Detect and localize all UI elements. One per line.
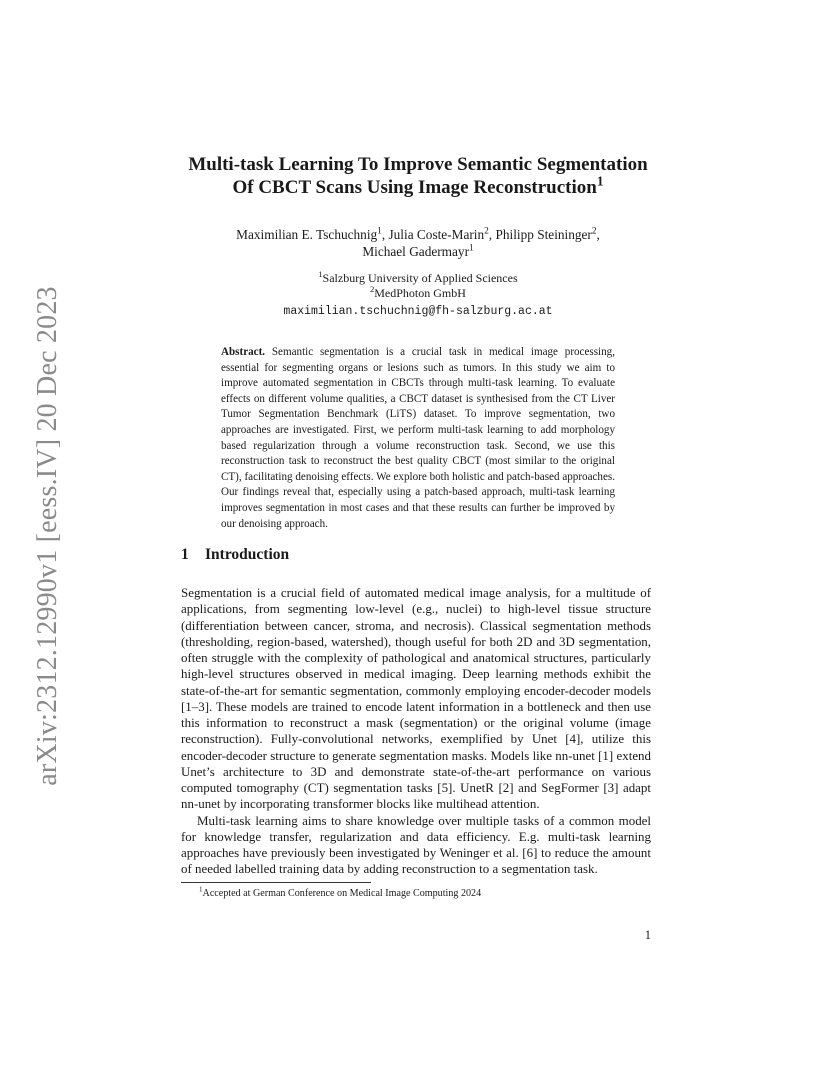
author-name: Philipp Steininger: [495, 227, 592, 242]
affiliations: [120, 271, 716, 319]
footnote: [199, 885, 482, 899]
abstract-label: Abstract.: [221, 346, 266, 358]
paragraph-2: Multi-task learning aims to share knowledge over multiple tasks of a common model for knowledge transfer, regularization and data efficiency. E.g. multi-task learning approaches have previously been investigated by Weninger et al. [6] to reduce the amount of needed labelled training data by adding reconstruction to a segmentation task.: [181, 812, 651, 877]
author-email: maximilian.tschuchnig@fh-salzburg.ac.at: [283, 305, 553, 318]
author-line-2: Michael Gadermayr$^1$: [362, 243, 474, 259]
author-list: [120, 226, 716, 260]
footnote-text: Accepted at German Conference on Medical Image Computing 2024: [202, 888, 482, 899]
page-number: 1: [644, 928, 651, 942]
footnote-mark: 1: [199, 885, 203, 894]
arxiv-identifier: arXiv:2312.12990v1 [eess.IV] 20 Dec 2023: [32, 286, 63, 786]
intro-body: [181, 585, 651, 878]
title-line-1: Multi-task Learning To Improve Semantic Segmentation: [188, 154, 648, 175]
author-name: Michael Gadermayr: [362, 244, 470, 259]
author-name: Maximilian E. Tschuchnig: [236, 227, 378, 242]
title-footnote-mark: 1: [596, 173, 604, 189]
paper-title: [120, 153, 716, 199]
author-line-1: Maximilian E. Tschuchnig$^1$, Julia Coste-Marin$^2$, Philipp Steininger$^2$,: [236, 226, 600, 242]
title-line-2: Of CBCT Scans Using Image Reconstruction$^1$: [232, 173, 604, 198]
author-name: Julia Coste-Marin: [388, 227, 485, 242]
affiliation-2: $^2$MedPhoton GmbH: [370, 285, 466, 300]
footnote-rule: [181, 882, 371, 883]
section-heading: [181, 546, 289, 564]
paragraph-1: Segmentation is a crucial field of automated medical image analysis, for a multitude of applications, from segmenting low-level (e.g., nuclei) to high-level tissue structure (differentiation between cancer, stroma, and necrosis). Classical segmentation methods (thresholding, region-based, watershed), though useful for both 2D and 3D segmentation, often struggle with the complexity of pathological and anatomical structures, particularly high-level structures observed in medical imaging. Deep learning methods exhibit the state-of-the-art for semantic segmentation, commonly employing encoder-decoder models [1–3]. These models are trained to encode latent information in a bottleneck and then use this information to reconstruct a mask (segmentation) or the original volume (image reconstruction). Fully-convolutional networks, exemplified by Unet [4], utilize this encoder-decoder structure to generate segmentation masks. Models like nn-unet [1] extend Unet’s architecture to 3D and demonstrate state-of-the-art performance on various computed tomography (CT) segmentation tasks [5]. UnetR [2] and SegFormer [3] adapt nn-unet by incorporating transformer blocks like multihead attention.: [181, 585, 651, 812]
affiliation-1: $^1$Salzburg University of Applied Sciences: [318, 270, 518, 285]
section-number: 1: [181, 546, 189, 563]
abstract: [221, 345, 615, 532]
section-title: Introduction: [205, 546, 290, 563]
abstract-text: Semantic segmentation is a crucial task in medical image processing, essential for segmenting organs or lesions such as tumors. In this study we aim to improve automated segmentation in CBCTs through multi-task learning. To evaluate effects on different volume qualities, a CBCT dataset is synthesised from the CT Liver Tumor Segmentation Benchmark (LiTS) dataset. To improve segmentation, two approaches are investigated. First, we perform multi-task learning to add morphology based regularization through a volume reconstruction task. Second, we use this reconstruction task to reconstruct the best quality CBCT (most similar to the original CT), facilitating denoising effects. We explore both holistic and patch-based approaches. Our findings reveal that, especially using a patch-based approach, multi-task learning improves segmentation in most cases and that these results can further be improved by our denoising approach.: [221, 346, 615, 530]
